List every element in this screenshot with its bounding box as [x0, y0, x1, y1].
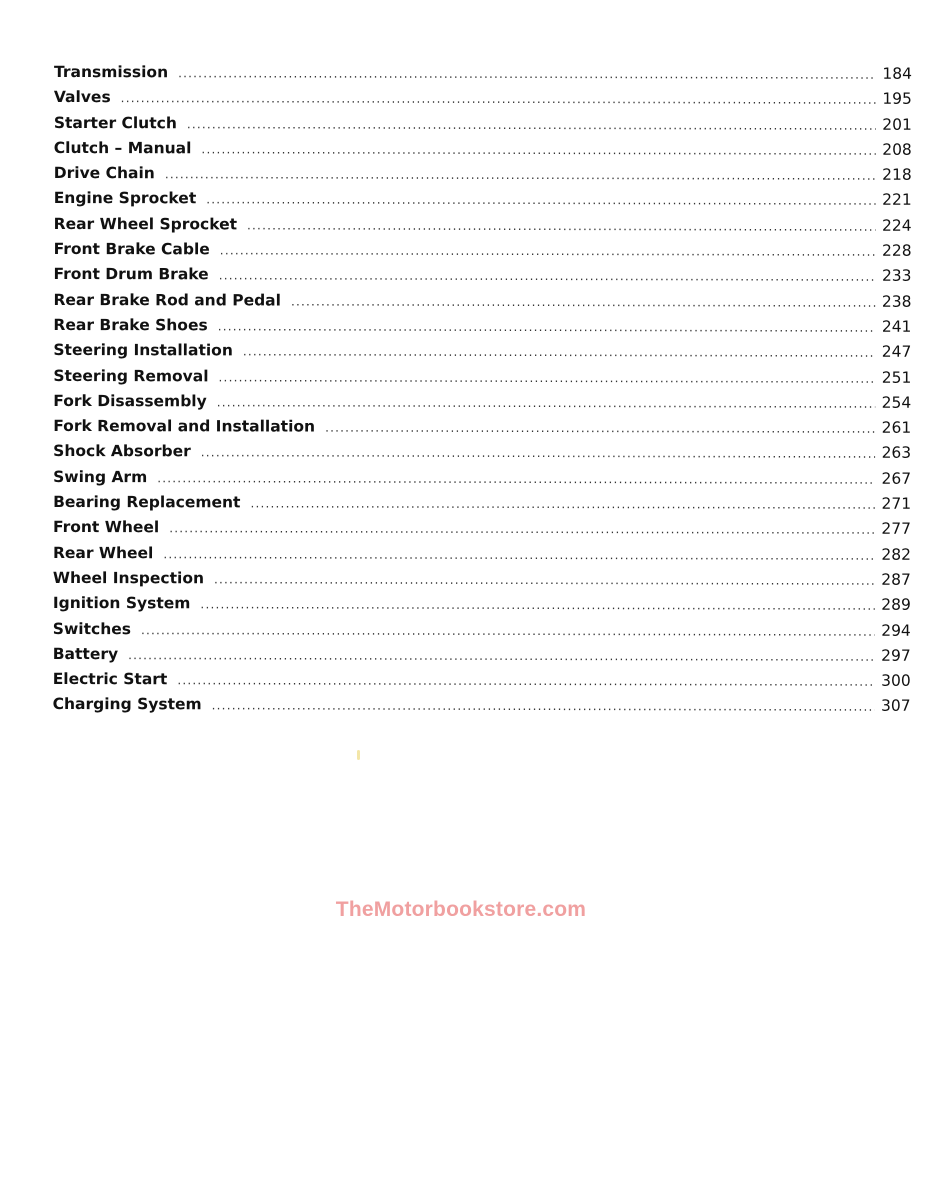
table-of-contents [53, 60, 912, 720]
toc-entry-page: 208 [882, 140, 912, 159]
toc-entry-page: 238 [881, 292, 912, 311]
toc-entry-page: 247 [881, 343, 912, 362]
dot-leader [218, 314, 876, 341]
toc-entry-page: 218 [882, 165, 912, 184]
toc-entry-title: Front Drum Brake [53, 265, 209, 284]
toc-entry-page: 221 [882, 191, 912, 210]
dot-leader [128, 643, 875, 670]
toc-entry-steering-installation[interactable] [53, 338, 911, 365]
toc-entry-title: Transmission [53, 62, 169, 82]
dot-leader [291, 289, 876, 316]
toc-entry-front-drum-brake[interactable] [54, 262, 912, 289]
toc-entry-page: 271 [881, 494, 912, 513]
toc-entry-title: Clutch – Manual [53, 138, 192, 158]
toc-entry-page: 263 [881, 444, 912, 463]
toc-entry-page: 184 [882, 64, 912, 83]
toc-entry-rear-brake-rod-and-pedal[interactable] [53, 288, 911, 315]
watermark: TheMotorbookstore.com [335, 898, 587, 921]
toc-entry-steering-removal[interactable] [53, 364, 911, 391]
toc-entry-page: 277 [881, 520, 912, 539]
toc-entry-rear-brake-shoes[interactable] [53, 313, 911, 340]
toc-entry-battery[interactable] [53, 642, 911, 669]
dot-leader [201, 441, 876, 468]
dot-leader [169, 517, 875, 544]
toc-entry-page: 195 [882, 90, 912, 109]
dot-leader [200, 593, 875, 620]
toc-entry-title: Front Wheel [53, 518, 160, 537]
dot-leader [247, 213, 876, 240]
toc-entry-title: Rear Brake Shoes [53, 315, 208, 335]
toc-entry-title: Charging System [52, 695, 202, 714]
dot-leader [141, 618, 875, 645]
dot-leader [214, 567, 875, 594]
toc-entry-title: Swing Arm [53, 467, 148, 486]
dot-leader [157, 466, 875, 493]
toc-entry-page: 267 [881, 469, 912, 488]
toc-entry-drive-chain[interactable] [54, 161, 912, 188]
toc-entry-title: Shock Absorber [53, 442, 191, 461]
dot-leader [178, 61, 876, 88]
dot-leader [206, 188, 876, 215]
toc-entry-title: Electric Start [52, 670, 168, 689]
toc-entry-page: 254 [881, 393, 912, 412]
toc-entry-page: 282 [881, 545, 911, 564]
toc-entry-page: 297 [881, 646, 911, 665]
toc-entry-starter-clutch[interactable] [54, 111, 912, 138]
toc-entry-wheel-inspection[interactable] [53, 566, 911, 593]
dot-leader [165, 162, 876, 189]
dot-leader [201, 137, 876, 164]
toc-entry-front-brake-cable[interactable] [54, 237, 912, 264]
toc-entry-shock-absorber[interactable] [53, 439, 911, 466]
toc-entry-rear-wheel-sprocket[interactable] [54, 212, 912, 239]
toc-entry-electric-start[interactable] [53, 667, 911, 694]
toc-entry-fork-removal-and-installation[interactable] [53, 414, 911, 441]
toc-entry-ignition-system[interactable] [53, 591, 911, 618]
toc-entry-title: Wheel Inspection [52, 568, 205, 588]
toc-entry-title: Engine Sprocket [53, 189, 197, 208]
toc-entry-title: Ignition System [52, 594, 191, 613]
toc-entry-page: 241 [881, 317, 912, 336]
toc-entry-title: Starter Clutch [53, 113, 177, 132]
dot-leader [163, 542, 875, 569]
toc-entry-title: Front Brake Cable [53, 240, 210, 259]
toc-entry-fork-disassembly[interactable] [53, 389, 911, 416]
toc-entry-page: 287 [881, 570, 911, 589]
toc-entry-title: Battery [52, 644, 119, 663]
toc-entry-clutch-manual[interactable] [54, 136, 912, 163]
dot-leader [121, 86, 877, 113]
toc-entry-title: Drive Chain [53, 164, 155, 183]
toc-entry-page: 261 [881, 418, 912, 437]
toc-entry-page: 201 [882, 115, 912, 134]
toc-entry-page: 307 [881, 697, 911, 716]
dot-leader [325, 416, 876, 442]
toc-entry-title: Fork Removal and Installation [53, 417, 316, 436]
toc-entry-valves[interactable] [54, 85, 912, 112]
toc-entry-bearing-replacement[interactable] [53, 490, 911, 517]
toc-entry-page: 300 [881, 671, 911, 690]
dot-leader [220, 238, 876, 265]
toc-entry-swing-arm[interactable] [53, 465, 911, 492]
dot-leader [219, 365, 876, 392]
toc-entry-engine-sprocket[interactable] [54, 186, 912, 213]
toc-entry-rear-wheel[interactable] [53, 541, 911, 568]
toc-entry-page: 233 [881, 267, 912, 286]
dot-leader [177, 668, 875, 695]
toc-entry-title: Fork Disassembly [53, 391, 207, 411]
toc-entry-title: Steering Installation [53, 341, 233, 360]
scan-speck [357, 750, 360, 760]
toc-entry-page: 251 [881, 368, 912, 387]
toc-entry-charging-system[interactable] [53, 692, 911, 719]
toc-entry-front-wheel[interactable] [53, 515, 911, 542]
dot-leader [243, 340, 876, 367]
toc-entry-title: Rear Wheel [52, 543, 154, 562]
toc-entry-page: 294 [881, 621, 911, 640]
toc-entry-title: Valves [53, 88, 111, 107]
toc-entry-page: 289 [881, 595, 911, 615]
toc-entry-title: Bearing Replacement [53, 493, 241, 512]
dot-leader [217, 390, 876, 417]
dot-leader [212, 694, 875, 721]
toc-entry-page: 228 [881, 241, 912, 260]
dot-leader [219, 264, 876, 291]
toc-entry-switches[interactable] [53, 617, 911, 644]
toc-entry-title: Rear Wheel Sprocket [53, 214, 238, 234]
dot-leader [250, 491, 875, 518]
toc-entry-title: Rear Brake Rod and Pedal [53, 290, 281, 310]
toc-entry-title: Switches [52, 619, 131, 638]
toc-entry-title: Steering Removal [53, 366, 209, 385]
toc-entry-transmission[interactable] [54, 60, 912, 87]
dot-leader [187, 112, 876, 139]
toc-entry-page: 224 [882, 216, 912, 235]
